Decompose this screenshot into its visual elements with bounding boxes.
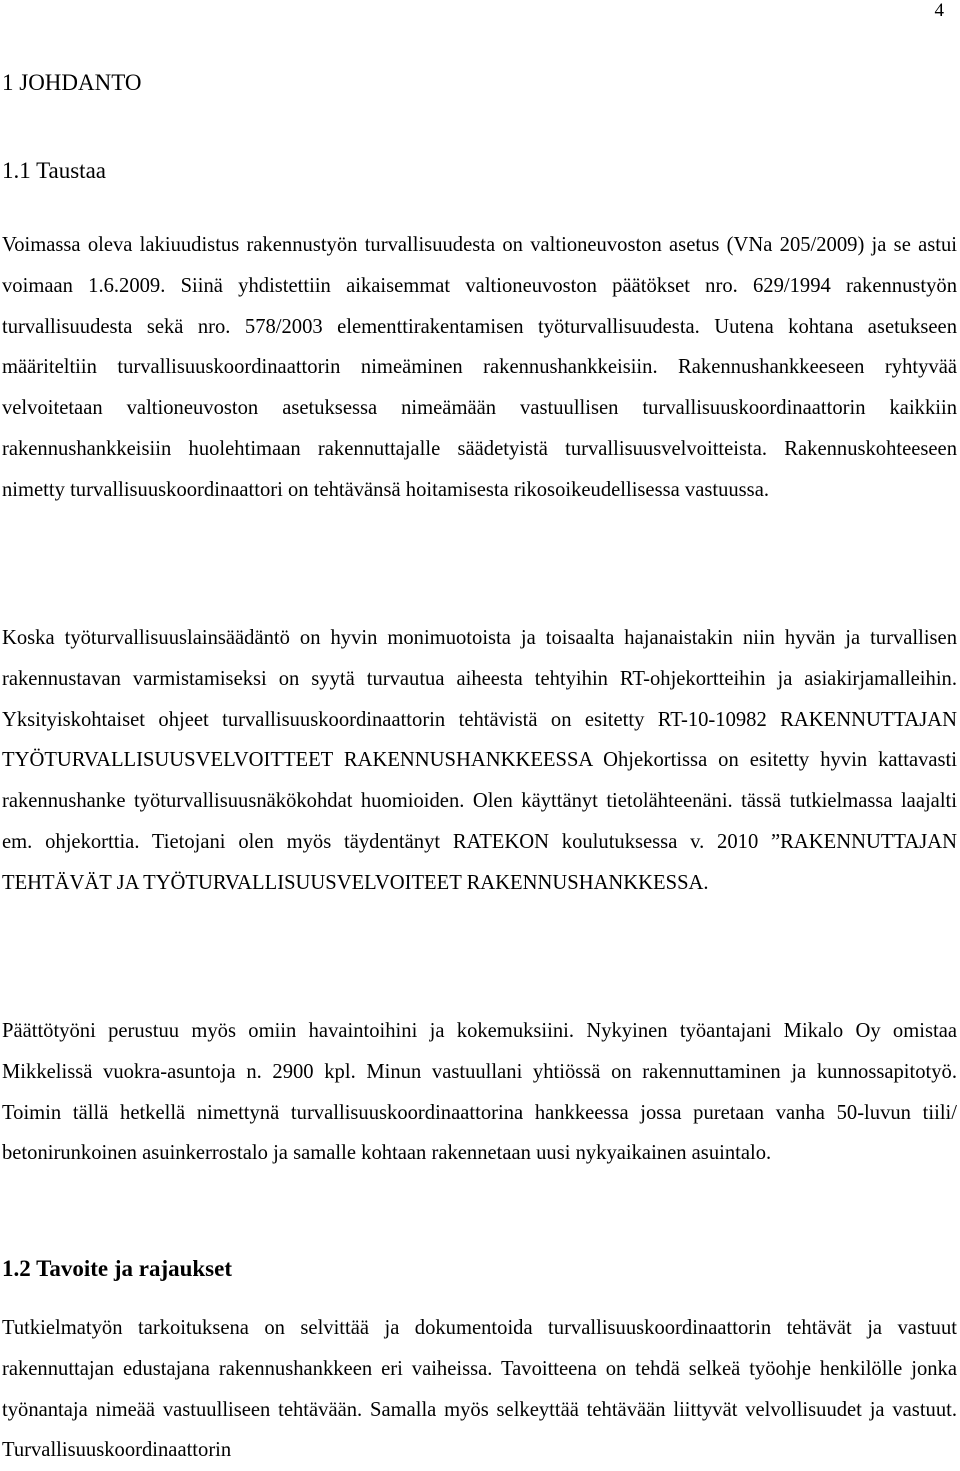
paragraph-2: Koska työturvallisuuslainsäädäntö on hyvin monimuotoista ja toisaalta hajanaistakin niin hyvän ja turvallisen rakennustavan varmistamiseksi on syytä turvautua aiheesta tehtyihin RT-ohjekortteihin ja asiakirjamalleihin. Yksityiskohtaiset ohjeet turvallisuuskoordinaattorin tehtävistä on esitetty RT-10-10982 RAKENNUTTAJAN TYÖTURVALLISUUSVELVOITTEET RAKENNUSHANKKEESSA Ohjekortissa on esitetty hyvin kattavasti rakennushanke työturvallisuusnäkökohdat huomioiden. Olen käyttänyt tietolähteenäni. tässä tutkielmassa laajalti em. ohjekorttia. Tietojani olen myös täydentänyt RATEKON koulutuksessa v. 2010 ”RAKENNUTTAJAN TEHTÄVÄT JA TYÖTURVALLISUUSVELVOITEET RAKENNUSHANKKESSA. [2, 627, 957, 894]
section-heading-taustaa: 1.1 Taustaa [2, 158, 106, 183]
section-heading-tavoite: 1.2 Tavoite ja rajaukset [2, 1256, 232, 1281]
paragraph-4: Tutkielmatyön tarkoituksena on selvittää ja dokumentoida turvallisuuskoordinaattorin tehtävät ja vastuut rakennuttajan edustajana rakennushankkeen eri vaiheissa. Tavoitteena on tehdä selkeä työohje henkilölle jonka työnantaja nimeää vastuulliseen tehtävään. Samalla myös selkeyttää tehtävään liittyvät velvollisuudet ja vastuut. Turvallisuuskoordinaattorin [2, 1317, 957, 1462]
chapter-heading: 1 JOHDANTO [2, 70, 142, 95]
page-number: 4 [934, 0, 944, 21]
paragraph-3: Päättötyöni perustuu myös omiin havaintoihini ja kokemuksiini. Nykyinen työantajani Mikalo Oy omistaa Mikkelissä vuokra-asuntoja n. 2900 kpl. Minun vastuullani yhtiössä on rakennuttaminen ja kunnossapitotyö. Toimin tällä hetkellä nimettynä turvallisuuskoordinaattorina hankkeessa jossa puretaan vanha 50-luvun tiili/ betonirunkoinen asuinkerrostalo ja samalle kohtaan rakennetaan uusi nykyaikainen asuintalo. [2, 1020, 957, 1165]
paragraph-1: Voimassa oleva lakiuudistus rakennustyön turvallisuudesta on valtioneuvoston asetus (VNa 205/2009) ja se astui voimaan 1.6.2009. Siinä yhdistettiin aikaisemmat valtioneuvoston päätökset nro. 629/1994 rakennustyön turvallisuudesta sekä nro. 578/2003 elementtirakentamisen työturvallisuudesta. Uutena kohtana asetukseen määriteltiin turvallisuuskoordinaattorin nimeäminen rakennushankkeisiin. Rakennushankkeeseen ryhtyvää velvoitetaan valtioneuvoston asetuksessa nimeämään vastuullisen turvallisuuskoordinaattorin kaikkiin rakennushankkeisiin huolehtimaan rakennuttajalle säädetyistä turvallisuusvelvoitteista. Rakennuskohteeseen nimetty turvallisuuskoordinaattori on tehtävänsä hoitamisesta rikosoikeudellisessa vastuussa. [2, 234, 957, 501]
